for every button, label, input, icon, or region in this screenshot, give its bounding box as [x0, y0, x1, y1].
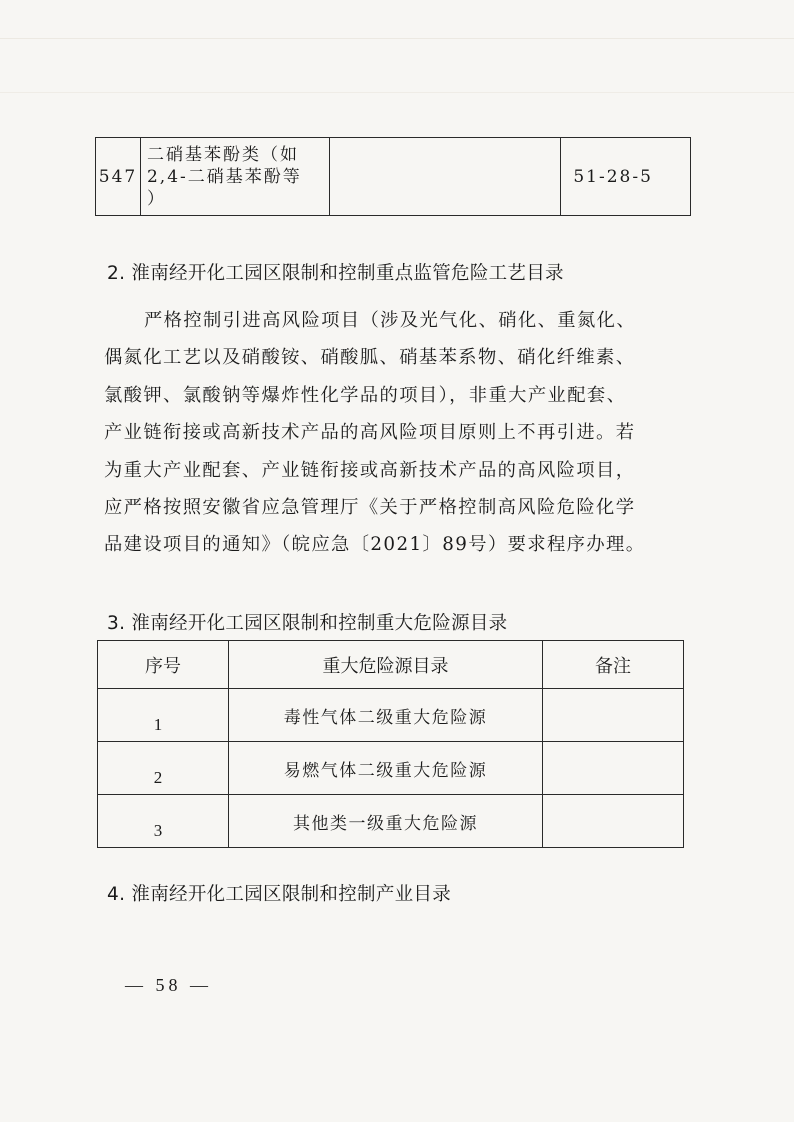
section-3-heading: 3. 淮南经开化工园区限制和控制重大危险源目录 — [107, 613, 508, 634]
paragraph-line: 为重大产业配套、产业链衔接或高新技术产品的高风险项目， — [104, 459, 636, 481]
major-hazard-source-table — [97, 640, 684, 848]
row-note — [543, 795, 684, 848]
scan-streak — [0, 92, 794, 93]
scan-streak — [0, 38, 794, 39]
column-header-note: 备注 — [543, 641, 684, 689]
table-row — [96, 138, 691, 216]
row-number: 2 — [98, 742, 229, 795]
column-header-name: 重大危险源目录 — [229, 641, 543, 689]
table-row — [98, 795, 684, 848]
paragraph-line — [104, 302, 694, 339]
table-header-row — [98, 641, 684, 689]
row-note — [543, 742, 684, 795]
hazard-source-name: 毒性气体二级重大危险源 — [229, 689, 543, 742]
paragraph-line: 产业链衔接或高新技术产品的高风险项目原则上不再引进。若 — [104, 422, 636, 444]
chemical-name-line: 2,4-二硝基苯酚等 — [146, 166, 302, 187]
section-2-heading: 2. 淮南经开化工园区限制和控制重点监管危险工艺目录 — [107, 263, 564, 284]
section-4-heading: 4. 淮南经开化工园区限制和控制产业目录 — [107, 884, 452, 905]
row-number: 3 — [98, 795, 229, 848]
hazard-source-name: 其他类一级重大危险源 — [229, 795, 543, 848]
row-number: 1 — [98, 689, 229, 742]
paragraph-line: 品建设项目的通知》（皖应急〔2021〕89号）要求程序办理。 — [104, 534, 646, 556]
chemical-name-line: ） — [146, 188, 166, 209]
section-2-paragraph — [104, 302, 694, 564]
column-header-number: 序号 — [98, 641, 229, 689]
paragraph-line-text: 严格控制引进高风险项目（涉及光气化、硝化、重氮化、 — [144, 310, 637, 331]
paragraph-line: 应严格按照安徽省应急管理厅《关于严格控制高风险危险化学 — [104, 497, 636, 519]
page-number: — 58 — — [125, 975, 212, 995]
row-note — [543, 689, 684, 742]
paragraph-line: 氯酸钾、氯酸钠等爆炸性化学品的项目），非重大产业配套、 — [104, 384, 627, 406]
table-row — [98, 689, 684, 742]
row-number: 547 — [96, 138, 141, 216]
table-row — [98, 742, 684, 795]
hazardous-chemicals-table-continued — [95, 137, 691, 216]
cas-number: 51-28-5 — [561, 138, 691, 216]
remark-cell — [330, 138, 561, 216]
paragraph-line: 偶氮化工艺以及硝酸铵、硝酸胍、硝基苯系物、硝化纤维素、 — [104, 347, 636, 369]
hazard-source-name: 易燃气体二级重大危险源 — [229, 742, 543, 795]
chemical-name — [140, 138, 329, 216]
chemical-name-line: 二硝基苯酚类（如 — [146, 144, 299, 165]
